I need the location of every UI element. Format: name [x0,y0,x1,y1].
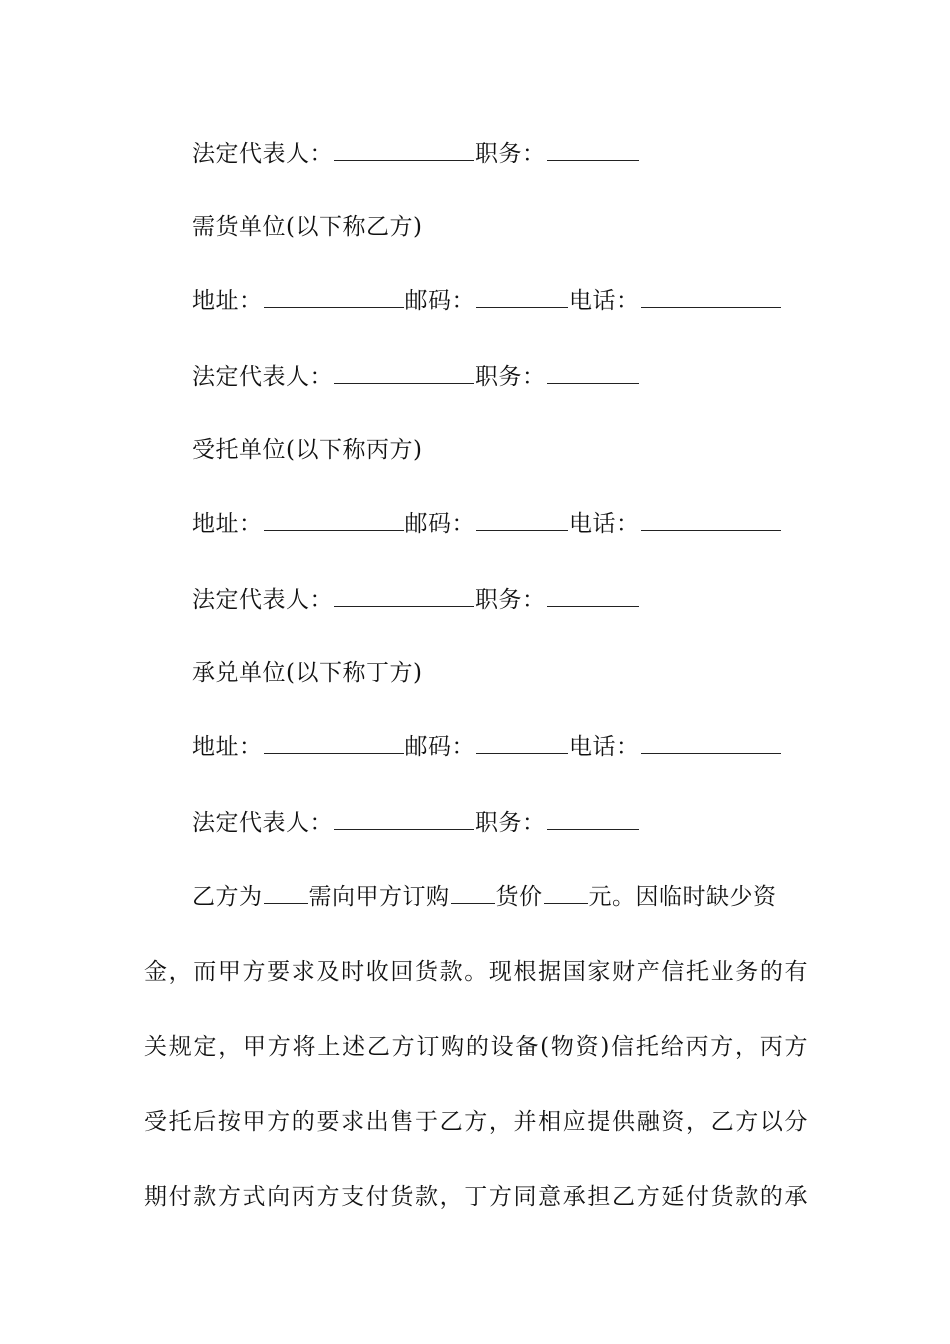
party-b-contact-line [192,285,782,317]
title-label: 职务： [475,141,546,167]
phone-label: 电话： [569,511,640,537]
address-blank[interactable] [264,731,404,754]
address-blank[interactable] [264,508,404,531]
body-line-1 [192,881,777,913]
postcode-blank[interactable] [476,508,568,531]
rep-blank[interactable] [334,807,474,830]
title-blank[interactable] [547,807,639,830]
title-blank[interactable] [547,138,639,161]
party-d-rep-line [192,807,640,839]
body-line-2: 金，而甲方要求及时收回货款。现根据国家财产信托业务的有 [144,959,808,985]
goods-blank[interactable] [451,881,495,904]
address-label: 地址： [192,734,263,760]
phone-blank[interactable] [641,508,781,531]
party-a-rep-line [192,138,640,170]
address-label: 地址： [192,511,263,537]
rep-label: 法定代表人： [192,587,333,613]
title-label: 职务： [475,364,546,390]
party-c-heading: 受托单位(以下称丙方) [192,437,423,463]
party-d-contact-line [192,731,782,763]
postcode-blank[interactable] [476,731,568,754]
title-label: 职务： [475,587,546,613]
phone-blank[interactable] [641,731,781,754]
rep-blank[interactable] [334,138,474,161]
body-line-4: 受托后按甲方的要求出售于乙方，并相应提供融资，乙方以分 [144,1109,808,1135]
rep-label: 法定代表人： [192,141,333,167]
postcode-blank[interactable] [476,285,568,308]
purpose-blank[interactable] [264,881,308,904]
phone-label: 电话： [569,288,640,314]
party-c-contact-line [192,508,782,540]
party-b-heading: 需货单位(以下称乙方) [192,214,423,240]
body-seg-3: 货价 [495,884,543,910]
title-label: 职务： [475,810,546,836]
party-b-rep-line [192,361,640,393]
price-blank[interactable] [544,881,588,904]
rep-label: 法定代表人： [192,810,333,836]
body-seg-4: 元。因临时缺少资 [588,884,777,910]
postcode-label: 邮码： [404,734,475,760]
party-c-rep-line [192,584,640,616]
title-blank[interactable] [547,361,639,384]
postcode-label: 邮码： [404,288,475,314]
rep-label: 法定代表人： [192,364,333,390]
rep-blank[interactable] [334,361,474,384]
phone-label: 电话： [569,734,640,760]
body-seg-1: 乙方为 [192,884,263,910]
body-line-3: 关规定，甲方将上述乙方订购的设备(物资)信托给丙方，丙方 [144,1034,808,1060]
title-blank[interactable] [547,584,639,607]
address-blank[interactable] [264,285,404,308]
body-seg-2: 需向甲方订购 [308,884,450,910]
phone-blank[interactable] [641,285,781,308]
address-label: 地址： [192,288,263,314]
party-d-heading: 承兑单位(以下称丁方) [192,660,423,686]
body-line-5: 期付款方式向丙方支付货款，丁方同意承担乙方延付货款的承 [144,1184,808,1210]
postcode-label: 邮码： [404,511,475,537]
rep-blank[interactable] [334,584,474,607]
